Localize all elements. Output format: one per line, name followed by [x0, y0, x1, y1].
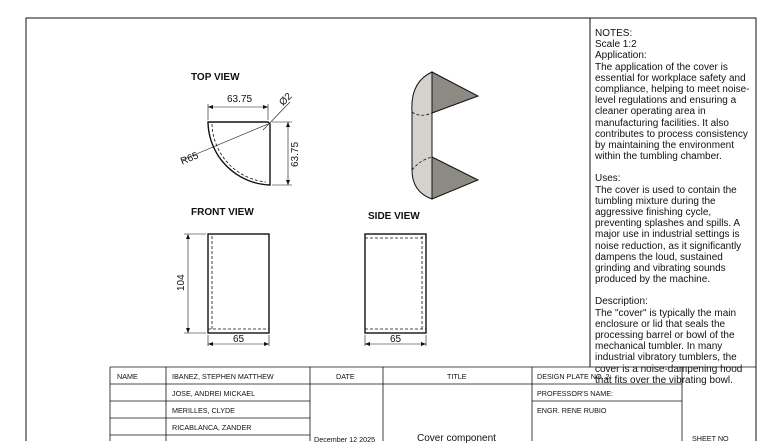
top-diameter-value: Ø2 [277, 90, 295, 109]
application-heading: Application: [595, 50, 647, 62]
iso-top-flange [432, 72, 478, 113]
notes-scale: Scale 1:2 [595, 39, 637, 51]
title-value: Cover component [417, 433, 496, 444]
date-value: December 12 2025 [314, 435, 376, 444]
name-row-4: RICABLANCA, ZANDER [172, 423, 252, 432]
top-height-value: 63.75 [290, 141, 301, 167]
side-view [365, 211, 426, 346]
front-height-value: 104 [176, 274, 187, 291]
sheet-no-label: SHEET NO [692, 434, 729, 443]
application-text: The application of the cover is essential for workplace safety and compliance, helping to meet noise-level regulations and ensuring a cleaner operating area in manufacturing facilities. It also contributes to process consistency by maintaining the environment within the tumbling chamber. [595, 61, 750, 163]
side-view-outline [365, 234, 426, 333]
side-view-label: SIDE VIEW [368, 211, 420, 222]
design-plate: DESIGN PLATE NO. 2: [537, 372, 612, 381]
name-row-3: MERILLES, CLYDE [172, 406, 235, 415]
uses-heading: Uses: [595, 173, 621, 185]
iso-curved-wall [412, 72, 432, 199]
title-header: TITLE [447, 372, 467, 381]
top-view-outline [208, 122, 270, 185]
top-view [179, 72, 301, 185]
isometric-view [412, 72, 478, 199]
description-heading: Description: [595, 296, 648, 308]
notes-heading: NOTES: [595, 28, 633, 39]
top-width-value: 63.75 [227, 94, 253, 105]
top-view-inner-arc [212, 124, 266, 182]
professor-label: PROFESSOR'S NAME: [537, 389, 614, 398]
front-view [176, 207, 269, 346]
notes-panel [595, 28, 751, 386]
date-header: DATE [336, 372, 355, 381]
front-view-outline [208, 234, 269, 333]
front-width-value: 65 [233, 334, 245, 345]
top-view-label: TOP VIEW [191, 72, 240, 83]
front-view-label: FRONT VIEW [191, 207, 254, 218]
name-header: NAME [117, 372, 138, 381]
name-row-1: IBANEZ, STEPHEN MATTHEW [172, 372, 274, 381]
side-width-value: 65 [390, 334, 402, 345]
name-row-2: JOSE, ANDREI MICKAEL [172, 389, 256, 398]
uses-text: The cover is used to contain the tumbling mixture during the aggressive finishing cycle, preventing splashes and spills. A major use in industrial settings is noise reduction, as it significantly dampens the loud, sustained grinding and vibrating sounds produced by the machine. [595, 184, 742, 286]
description-text: The "cover" is typically the main enclosure or lid that seals the processing barrel or bowl of the mechanical tumbler. In many industrial vibratory tumblers, the cover is a noise-dampening hood that fits over the vibrating bowl. [595, 307, 743, 386]
top-radius-value: R65 [179, 150, 201, 168]
iso-bottom-flange [432, 157, 478, 199]
professor-name: ENGR. RENE RUBIO [537, 406, 607, 415]
